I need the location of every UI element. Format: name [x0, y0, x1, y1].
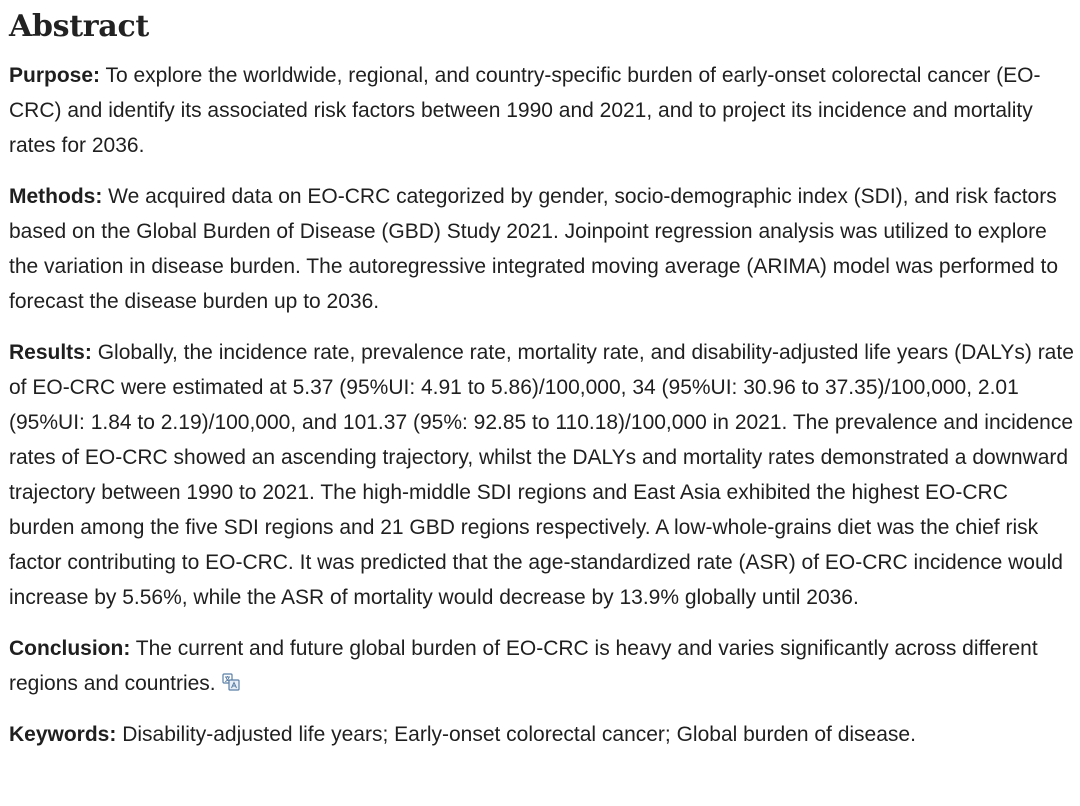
results-text: Globally, the incidence rate, prevalence rate, mortality rate, and disability-adjusted life years (DALYs) rate of EO-CRC were estimated at 5.37 (95%UI: 4.91 to 5.86)/100,000, 34 (95%UI: 30.96 to 37.35)/100,000, 2.01 (95%UI: 1.84 to 2.19)/100,000, and 101.37 (95%: 92.85 to 110.18)/100,000 in 2021. The prevalence and incidence rates of EO-CRC showed an ascending trajectory, whilst the DALYs and mortality rates demonstrated a downward trajectory between 1990 to 2021. The high-middle SDI regions and East Asia exhibited the highest EO-CRC burden among the five SDI regions and 21 GBD regions respectively. A low-whole-grains diet was the chief risk factor contributing to EO-CRC. It was predicted that the age-standardized rate (ASR) of EO-CRC incidence would increase by 5.56%, while the ASR of mortality would decrease by 13.9% globally until 2036.	[9, 341, 1074, 609]
methods-text: We acquired data on EO-CRC categorized by gender, socio-demographic index (SDI), and risk factors based on the Global Burden of Disease (GBD) Study 2021. Joinpoint regression analysis was utilized to explore the variation in disease burden. The autoregressive integrated moving average (ARIMA) model was performed to forecast the disease burden up to 2036.	[9, 185, 1058, 313]
purpose-paragraph	[9, 58, 1075, 163]
conclusion-paragraph	[9, 631, 1075, 701]
methods-label: Methods:	[9, 185, 103, 208]
results-paragraph	[9, 335, 1075, 615]
keywords-paragraph	[9, 717, 1075, 752]
purpose-text: To explore the worldwide, regional, and country-specific burden of early-onset colorectal cancer (EO-CRC) and identify its associated risk factors between 1990 and 2021, and to project its incidence and mortality rates for 2036.	[9, 64, 1041, 157]
purpose-label: Purpose:	[9, 64, 101, 87]
translate-icon[interactable]	[222, 673, 240, 691]
keywords-text: Disability-adjusted life years; Early-onset colorectal cancer; Global burden of disease.	[116, 723, 916, 746]
abstract-heading: Abstract	[9, 9, 149, 44]
results-label: Results:	[9, 341, 92, 364]
abstract-container	[9, 0, 1075, 752]
conclusion-label: Conclusion:	[9, 637, 131, 660]
methods-paragraph	[9, 179, 1075, 319]
conclusion-text: The current and future global burden of EO-CRC is heavy and varies significantly across different regions and countries.	[9, 637, 1038, 695]
keywords-label: Keywords:	[9, 723, 117, 746]
translate-icon-graphic	[222, 673, 240, 691]
